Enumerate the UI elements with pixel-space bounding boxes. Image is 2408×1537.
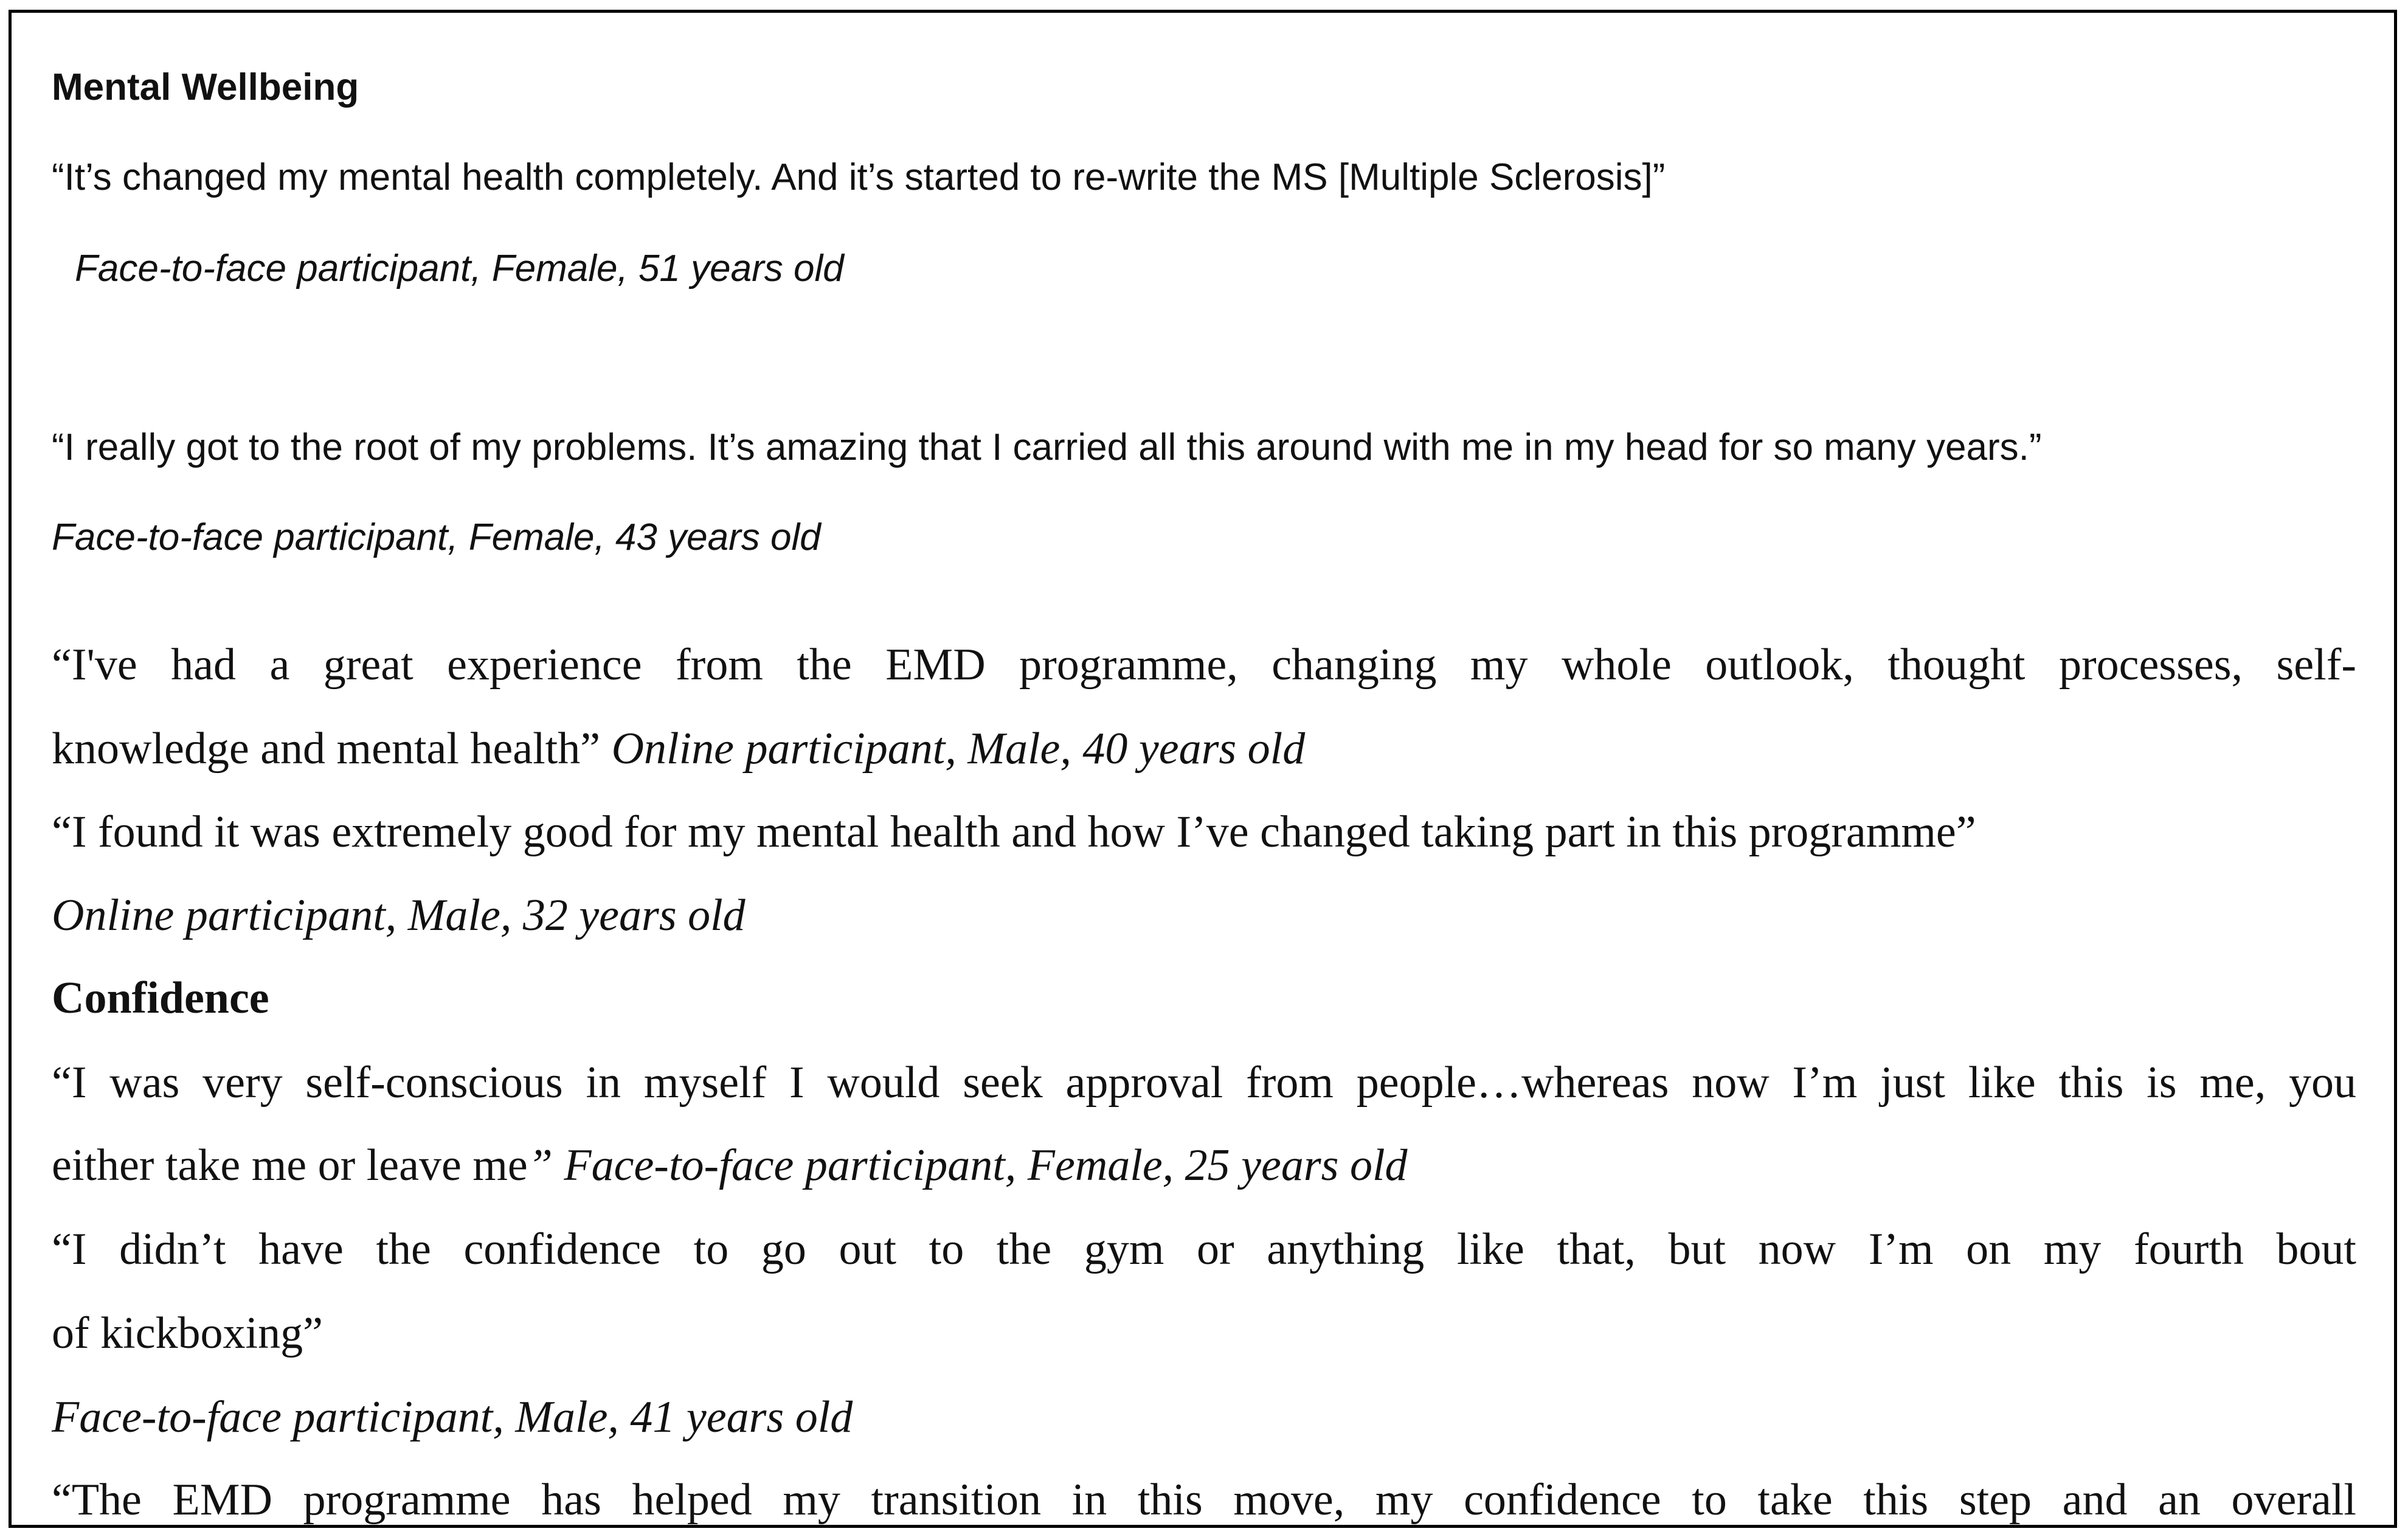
- quote-text-continued: [52, 1140, 1408, 1190]
- quote-attribution: Face-to-face participant, Male, 41 years old: [52, 1392, 853, 1442]
- quote-attribution: Face-to-face participant, Female, 43 years old: [52, 516, 821, 558]
- quote-attribution: Online participant, Male, 40 years old: [611, 724, 1306, 774]
- quote-attribution: ” Face-to-face participant, Female, 25 years old: [527, 1140, 1408, 1190]
- quote-attribution: Online participant, Male, 32 years old: [52, 890, 746, 940]
- quotes-box: [9, 10, 2397, 1528]
- quote-text: “I didn’t have the confidence to go out to the gym or anything like that, but now I’m on my fourth bout: [52, 1224, 2356, 1274]
- section-heading-mental-wellbeing: Mental Wellbeing: [52, 66, 359, 108]
- quote-text-end: knowledge and mental health”: [52, 724, 601, 774]
- section-heading-confidence: Confidence: [52, 973, 269, 1023]
- quote-text: “I was very self-conscious in myself I would seek approval from people…whereas now I’m just like this is me, you: [52, 1058, 2356, 1108]
- quote-text: “I really got to the root of my problems. It’s amazing that I carried all this around with me in my head for so many years.”: [52, 426, 2042, 468]
- quote-text: “The EMD programme has helped my transition in this move, my confidence to take this step and an overall: [52, 1475, 2356, 1525]
- quote-text: “I've had a great experience from the EMD programme, changing my whole outlook, thought processes, self-: [52, 640, 2356, 690]
- quote-text: “I found it was extremely good for my mental health and how I’ve changed taking part in this programme”: [52, 807, 1976, 857]
- quote-text-continued: [52, 724, 1306, 774]
- quote-attribution: Face-to-face participant, Female, 51 years old: [75, 248, 844, 290]
- quote-text: “It’s changed my mental health completely. And it’s started to re-write the MS [Multiple Sclerosis]”: [52, 156, 1666, 198]
- quote-text-end: of kickboxing”: [52, 1308, 323, 1358]
- quote-text-end: either take me or leave me: [52, 1140, 528, 1190]
